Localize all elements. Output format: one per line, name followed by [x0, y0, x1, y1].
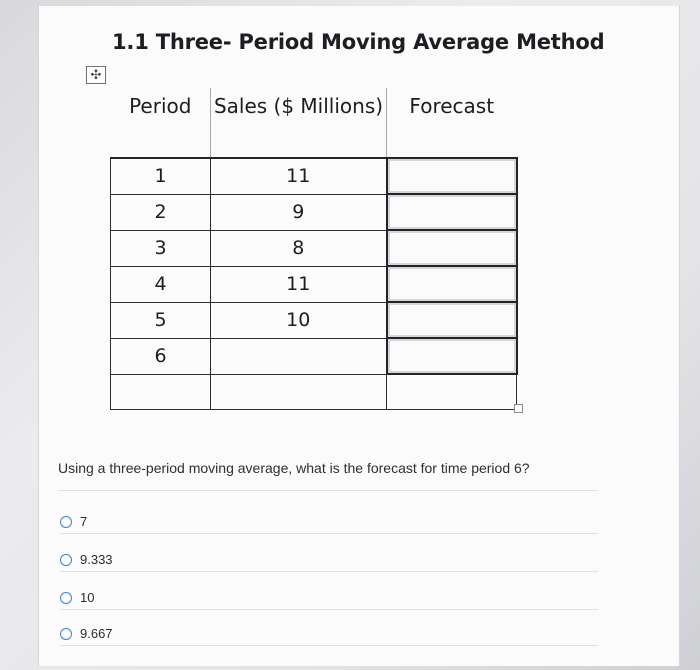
sales-cell [211, 374, 387, 410]
divider [58, 490, 598, 491]
table-resize-handle[interactable] [514, 404, 523, 413]
sales-cell: 8 [211, 230, 387, 266]
answer-option[interactable] [60, 626, 598, 646]
period-cell: 5 [111, 302, 211, 338]
forecast-cell [387, 374, 517, 410]
sales-cell: 11 [211, 266, 387, 302]
table-row [111, 338, 517, 374]
period-cell [111, 374, 211, 410]
answer-option-label: 10 [80, 590, 95, 605]
radio-button[interactable] [60, 592, 72, 604]
radio-button[interactable] [60, 628, 72, 640]
table-row [111, 194, 517, 230]
sales-cell: 10 [211, 302, 387, 338]
header-period: Period [111, 88, 211, 158]
period-cell: 1 [111, 158, 211, 194]
sales-table [110, 88, 518, 410]
period-cell: 4 [111, 266, 211, 302]
page-title: 1.1 Three- Period Moving Average Method [112, 30, 605, 54]
forecast-input[interactable] [387, 230, 517, 266]
radio-button[interactable] [60, 554, 72, 566]
answer-option-label: 7 [80, 514, 88, 529]
table-row [111, 302, 517, 338]
sales-cell: 9 [211, 194, 387, 230]
answer-option-label: 9.333 [80, 552, 113, 567]
period-cell: 6 [111, 338, 211, 374]
answer-option[interactable] [60, 514, 598, 534]
table-row [111, 266, 517, 302]
period-cell: 3 [111, 230, 211, 266]
answer-option[interactable] [60, 590, 598, 610]
table-row [111, 158, 517, 194]
header-forecast: Forecast [387, 88, 517, 158]
table-move-handle-icon[interactable]: ✣ [86, 66, 106, 84]
header-sales: Sales ($ Millions) [211, 88, 387, 158]
table-row [111, 230, 517, 266]
forecast-input[interactable] [387, 194, 517, 230]
sales-cell: 11 [211, 158, 387, 194]
question-text: Using a three-period moving average, what is the forecast for time period 6? [58, 460, 530, 476]
answer-option[interactable] [60, 552, 598, 572]
radio-button[interactable] [60, 516, 72, 528]
answer-option-label: 9.667 [80, 626, 113, 641]
forecast-input[interactable] [387, 266, 517, 302]
forecast-input[interactable] [387, 338, 517, 374]
forecast-input[interactable] [387, 302, 517, 338]
forecast-input[interactable] [387, 158, 517, 194]
sales-cell [211, 338, 387, 374]
table-row [111, 374, 517, 410]
period-cell: 2 [111, 194, 211, 230]
